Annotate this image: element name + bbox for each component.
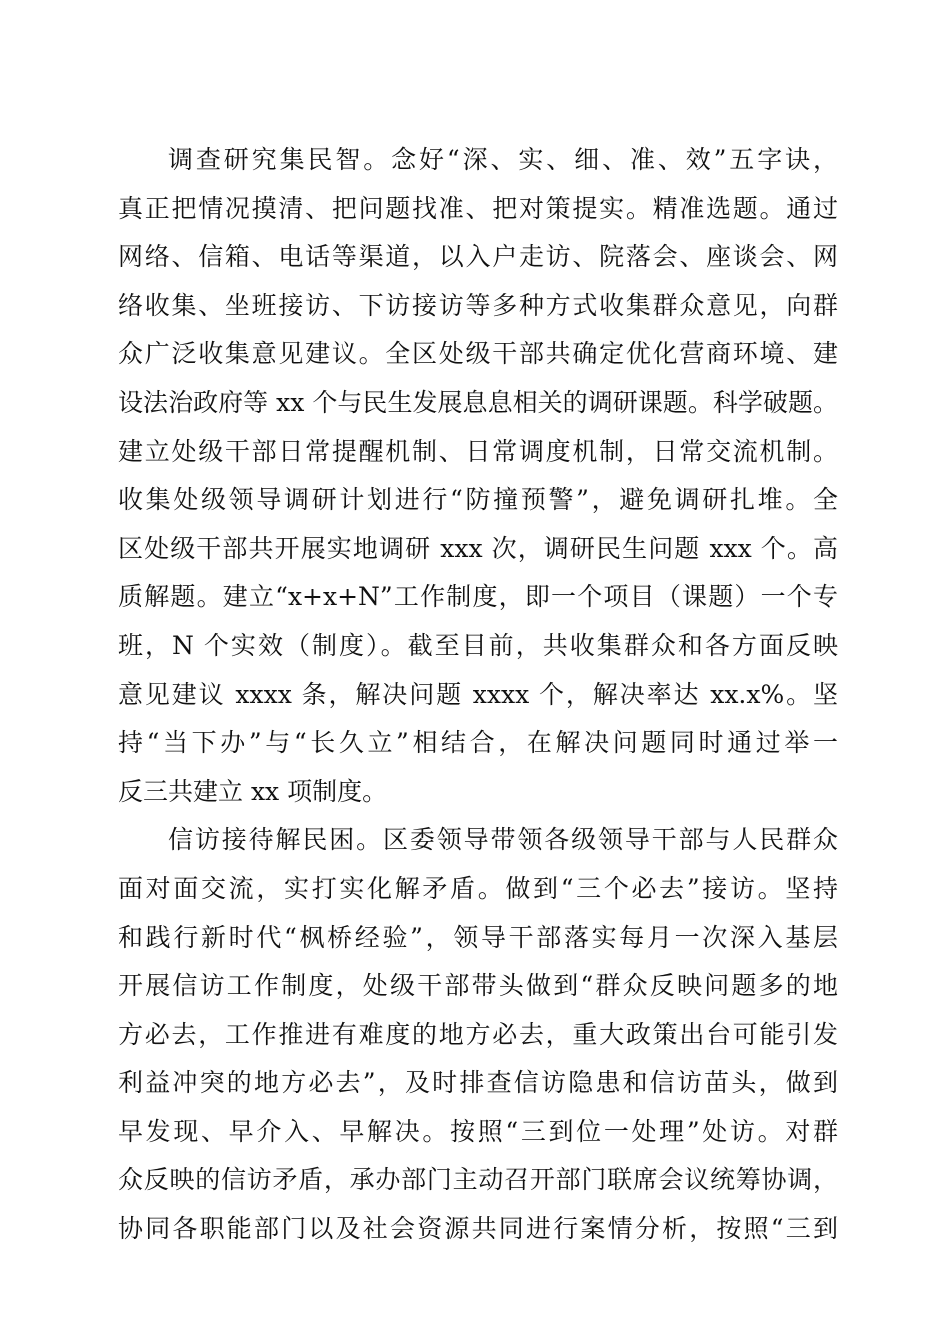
paragraph-line: 信访接待解民困。区委领导带领各级领导干部与人民群众 (168, 825, 838, 855)
body-text (118, 136, 838, 1254)
paragraph-line: 网络、信箱、电话等渠道，以入户走访、院落会、座谈会、网 (118, 242, 838, 272)
paragraph-line: 设法治政府等 xx 个与民生发展息息相关的调研课题。科学破题。 (118, 387, 838, 417)
paragraph-line: 收集处级领导调研计划进行“防撞预警”，避免调研扎堆。全 (118, 485, 838, 515)
paragraph-line: 建立处级干部日常提醒机制、日常调度机制，日常交流机制。 (118, 436, 838, 466)
paragraph-line: 真正把情况摸清、把问题找准、把对策提实。精准选题。通过 (118, 193, 838, 223)
paragraph-line: 质解题。建立“x+x+N”工作制度，即一个项目（课题）一个专 (118, 582, 838, 612)
paragraph-petition-reception (118, 816, 838, 1253)
paragraph-line: 协同各职能部门以及社会资源共同进行案情分析，按照“三到 (118, 1214, 838, 1244)
paragraph-line: 反三共建立 xx 项制度。 (118, 776, 388, 806)
paragraph-line: 络收集、坐班接访、下访接访等多种方式收集群众意见，向群 (118, 290, 838, 320)
paragraph-line: 早发现、早介入、早解决。按照“三到位一处理”处访。对群 (118, 1116, 838, 1146)
paragraph-line: 众广泛收集意见建议。全区处级干部共确定优化营商环境、建 (118, 339, 838, 369)
paragraph-line: 意见建议 xxxx 条，解决问题 xxxx 个，解决率达 xx.x%。坚 (118, 679, 838, 709)
paragraph-line: 面对面交流，实打实化解矛盾。做到“三个必去”接访。坚持 (118, 873, 838, 903)
paragraph-line: 区处级干部共开展实地调研 xxx 次，调研民生问题 xxx 个。高 (118, 533, 838, 563)
paragraph-line: 众反映的信访矛盾，承办部门主动召开部门联席会议统筹协调， (118, 1165, 838, 1195)
paragraph-line: 班，N 个实效（制度）。截至目前，共收集群众和各方面反映 (118, 630, 838, 660)
paragraph-line: 持“当下办”与“长久立”相结合，在解决问题同时通过举一 (118, 728, 838, 758)
paragraph-line: 利益冲突的地方必去”，及时排查信访隐患和信访苗头，做到 (118, 1068, 838, 1098)
paragraph-survey-research (118, 136, 838, 816)
paragraph-line: 和践行新时代“枫桥经验”，领导干部落实每月一次深入基层 (118, 922, 838, 952)
paragraph-line: 开展信访工作制度，处级干部带头做到“群众反映问题多的地 (118, 971, 838, 1001)
paragraph-line: 调查研究集民智。念好“深、实、细、准、效”五字诀， (168, 145, 838, 174)
paragraph-line: 方必去，工作推进有难度的地方必去，重大政策出台可能引发 (118, 1019, 838, 1049)
